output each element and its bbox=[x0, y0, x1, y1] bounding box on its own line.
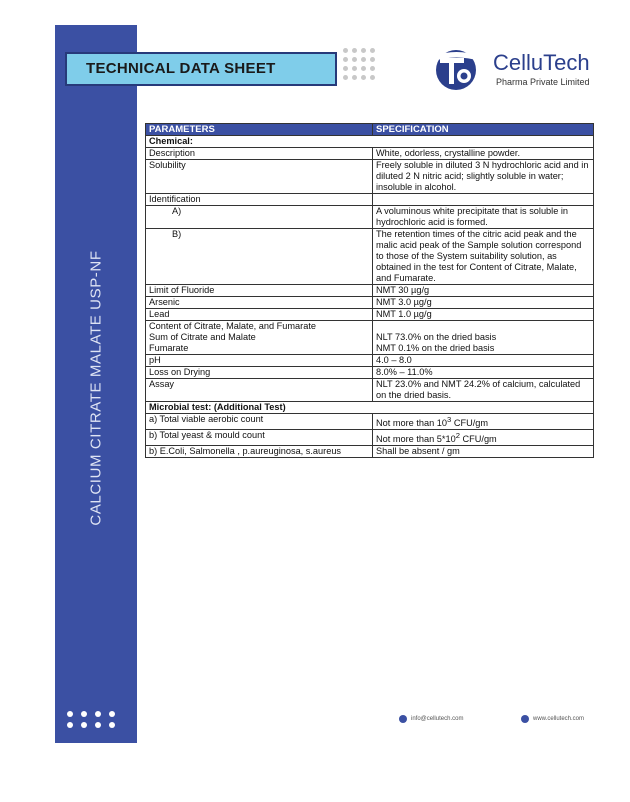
footer-email bbox=[399, 715, 463, 723]
table-row bbox=[146, 297, 594, 309]
table-row bbox=[146, 379, 594, 402]
spec-cell: 4.0 – 8.0 bbox=[373, 355, 594, 367]
content-fumarate-spec: NMT 0.1% on the dried basis bbox=[376, 343, 495, 353]
param-cell: Loss on Drying bbox=[146, 367, 373, 379]
footer-website bbox=[521, 715, 584, 723]
param-cell: pH bbox=[146, 355, 373, 367]
spec-cell bbox=[373, 194, 594, 206]
param-cell: B) bbox=[146, 229, 373, 285]
param-cell: Lead bbox=[146, 309, 373, 321]
header-specification: SPECIFICATION bbox=[373, 124, 594, 136]
specification-table bbox=[145, 123, 594, 458]
spec-cell: NLT 23.0% and NMT 24.2% of calcium, calculated on the dried basis. bbox=[373, 379, 594, 402]
spec-cell: The retention times of the citric acid peak and the malic acid peak of the Sample solution correspond to those of the System suitability solution, as obtained in the test for Content of Citrate, Malate, and Fumarate. bbox=[373, 229, 594, 285]
decorative-dots-icon bbox=[67, 711, 115, 728]
section-microbial: Microbial test: (Additional Test) bbox=[146, 402, 594, 414]
param-cell: b) E.Coli, Salmonella , p.aureuginosa, s.aureus bbox=[146, 446, 373, 458]
table-row bbox=[146, 206, 594, 229]
spec-cell bbox=[373, 321, 594, 355]
param-cell: Arsenic bbox=[146, 297, 373, 309]
spec-cell: A voluminous white precipitate that is soluble in hydrochloric acid is formed. bbox=[373, 206, 594, 229]
table-row bbox=[146, 367, 594, 379]
table-row bbox=[146, 414, 594, 430]
content-fumarate-label: Fumarate bbox=[149, 343, 189, 353]
table-row bbox=[146, 229, 594, 285]
decorative-dots-icon bbox=[343, 48, 375, 80]
table-row bbox=[146, 160, 594, 194]
table-row bbox=[146, 355, 594, 367]
param-cell: Solubility bbox=[146, 160, 373, 194]
product-title: CALCIUM CITRATE MALATE USP-NF bbox=[87, 250, 105, 526]
spec-cell: Shall be absent / gm bbox=[373, 446, 594, 458]
website-text[interactable]: www.cellutech.com bbox=[533, 716, 585, 722]
content-heading: Content of Citrate, Malate, and Fumarate bbox=[149, 321, 316, 331]
table-row bbox=[146, 136, 594, 148]
brand-subtitle: Pharma Private Limited bbox=[496, 77, 590, 87]
param-cell: A) bbox=[146, 206, 373, 229]
table-row bbox=[146, 446, 594, 458]
spec-cell: NMT 3.0 µg/g bbox=[373, 297, 594, 309]
spec-cell: Not more than $10^3$ CFU/gm bbox=[373, 414, 594, 430]
content-sum-spec: NLT 73.0% on the dried basis bbox=[376, 332, 497, 342]
section-chemical: Chemical: bbox=[146, 136, 594, 148]
spec-cell: Not more than $5*10^2$ CFU/gm bbox=[373, 430, 594, 446]
param-cell: Assay bbox=[146, 379, 373, 402]
mail-icon bbox=[399, 715, 407, 723]
spec-cell: Freely soluble in diluted 3 N hydrochloric acid and in diluted 2 N nitric acid; slightly soluble in water; insoluble in alcohol. bbox=[373, 160, 594, 194]
table-row bbox=[146, 309, 594, 321]
table-header-row bbox=[146, 124, 594, 136]
spec-cell: 8.0% – 11.0% bbox=[373, 367, 594, 379]
param-cell: Identification bbox=[146, 194, 373, 206]
document-title: TECHNICAL DATA SHEET bbox=[86, 60, 276, 77]
table-row bbox=[146, 285, 594, 297]
table-row bbox=[146, 430, 594, 446]
logo-icon bbox=[426, 46, 488, 92]
table-row bbox=[146, 194, 594, 206]
param-cell bbox=[146, 321, 373, 355]
company-logo bbox=[426, 46, 606, 92]
brand-name: CelluTech bbox=[493, 50, 590, 75]
table-row bbox=[146, 148, 594, 160]
spec-cell: NMT 30 µg/g bbox=[373, 285, 594, 297]
param-cell: b) Total yeast & mould count bbox=[146, 430, 373, 446]
spec-cell: White, odorless, crystalline powder. bbox=[373, 148, 594, 160]
param-cell: Description bbox=[146, 148, 373, 160]
table-row bbox=[146, 321, 594, 355]
header-parameters: PARAMETERS bbox=[146, 124, 373, 136]
table-row bbox=[146, 402, 594, 414]
content-sum-label: Sum of Citrate and Malate bbox=[149, 332, 256, 342]
globe-icon bbox=[521, 715, 529, 723]
email-text[interactable]: info@cellutech.com bbox=[411, 716, 464, 722]
param-cell: a) Total viable aerobic count bbox=[146, 414, 373, 430]
param-cell: Limit of Fluoride bbox=[146, 285, 373, 297]
spec-cell: NMT 1.0 µg/g bbox=[373, 309, 594, 321]
